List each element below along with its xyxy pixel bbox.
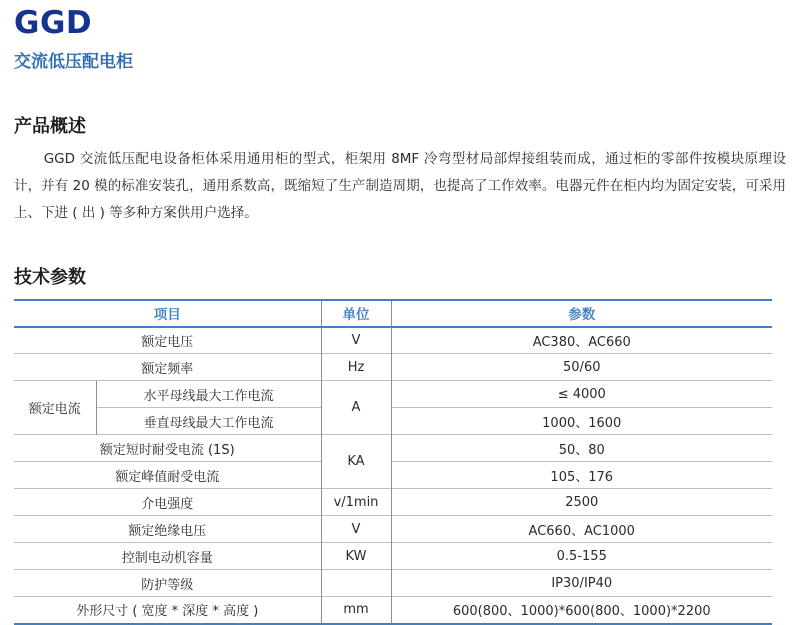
spec-unit-cell: KW	[321, 543, 391, 570]
specs-table	[14, 299, 772, 625]
spec-item-cell: 额定绝缘电压	[14, 516, 321, 543]
column-header-param: 参数	[391, 300, 772, 327]
spec-item-cell: 介电强度	[14, 489, 321, 516]
spec-item-cell: 额定电压	[14, 327, 321, 354]
spec-unit-cell: KA	[321, 435, 391, 489]
product-name-subtitle: 交流低压配电柜	[14, 52, 133, 73]
spec-item-cell: 额定短时耐受电流 (1S)	[14, 435, 321, 462]
table-row	[14, 354, 772, 381]
table-row	[14, 327, 772, 354]
spec-value-cell: 0.5-155	[391, 543, 772, 570]
product-model-title: GGD	[14, 5, 93, 41]
spec-unit-cell: A	[321, 381, 391, 435]
spec-group-cell: 额定电流	[14, 381, 96, 435]
spec-value-cell: 2500	[391, 489, 772, 516]
spec-value-cell: 50、80	[391, 435, 772, 462]
spec-unit-cell: Hz	[321, 354, 391, 381]
table-header-row	[14, 300, 772, 327]
table-row	[14, 570, 772, 597]
spec-value-cell: IP30/IP40	[391, 570, 772, 597]
table-row	[14, 462, 772, 489]
spec-unit-cell	[321, 570, 391, 597]
table-row	[14, 435, 772, 462]
spec-unit-cell: v/1min	[321, 489, 391, 516]
spec-item-cell: 额定峰值耐受电流	[14, 462, 321, 489]
table-row	[14, 543, 772, 570]
column-header-item: 项目	[14, 300, 321, 327]
spec-value-cell: 50/60	[391, 354, 772, 381]
spec-item-cell: 额定频率	[14, 354, 321, 381]
spec-value-cell: AC380、AC660	[391, 327, 772, 354]
spec-unit-cell: mm	[321, 597, 391, 624]
spec-value-cell: 105、176	[391, 462, 772, 489]
spec-item-cell: 外形尺寸 ( 宽度 * 深度 * 高度 )	[14, 597, 321, 624]
spec-item-cell: 垂直母线最大工作电流	[96, 408, 321, 435]
spec-item-cell: 防护等级	[14, 570, 321, 597]
section-heading-specs: 技术参数	[14, 267, 86, 289]
spec-item-cell: 控制电动机容量	[14, 543, 321, 570]
table-row	[14, 408, 772, 435]
column-header-unit: 单位	[321, 300, 391, 327]
spec-value-cell: 600(800、1000)*600(800、1000)*2200	[391, 597, 772, 624]
section-heading-overview: 产品概述	[14, 116, 86, 138]
spec-value-cell: 1000、1600	[391, 408, 772, 435]
spec-value-cell: ≤ 4000	[391, 381, 772, 408]
table-row	[14, 516, 772, 543]
table-row	[14, 381, 772, 408]
table-row	[14, 489, 772, 516]
overview-paragraph: GGD 交流低压配电设备柜体采用通用柜的型式，柜架用 8MF 冷弯型材局部焊接组装而成，通过柜的零部件按模块原理设计，并有 20 模的标准安装孔，通用系数高，既缩短了生产制造周期，也提高了工作效率。电器元件在柜内均为固定安装，可采用上、下进 ( 出 ) 等多种方案供用户选择。	[14, 151, 786, 222]
spec-item-cell: 水平母线最大工作电流	[96, 381, 321, 408]
spec-unit-cell: V	[321, 327, 391, 354]
spec-unit-cell: V	[321, 516, 391, 543]
spec-value-cell: AC660、AC1000	[391, 516, 772, 543]
